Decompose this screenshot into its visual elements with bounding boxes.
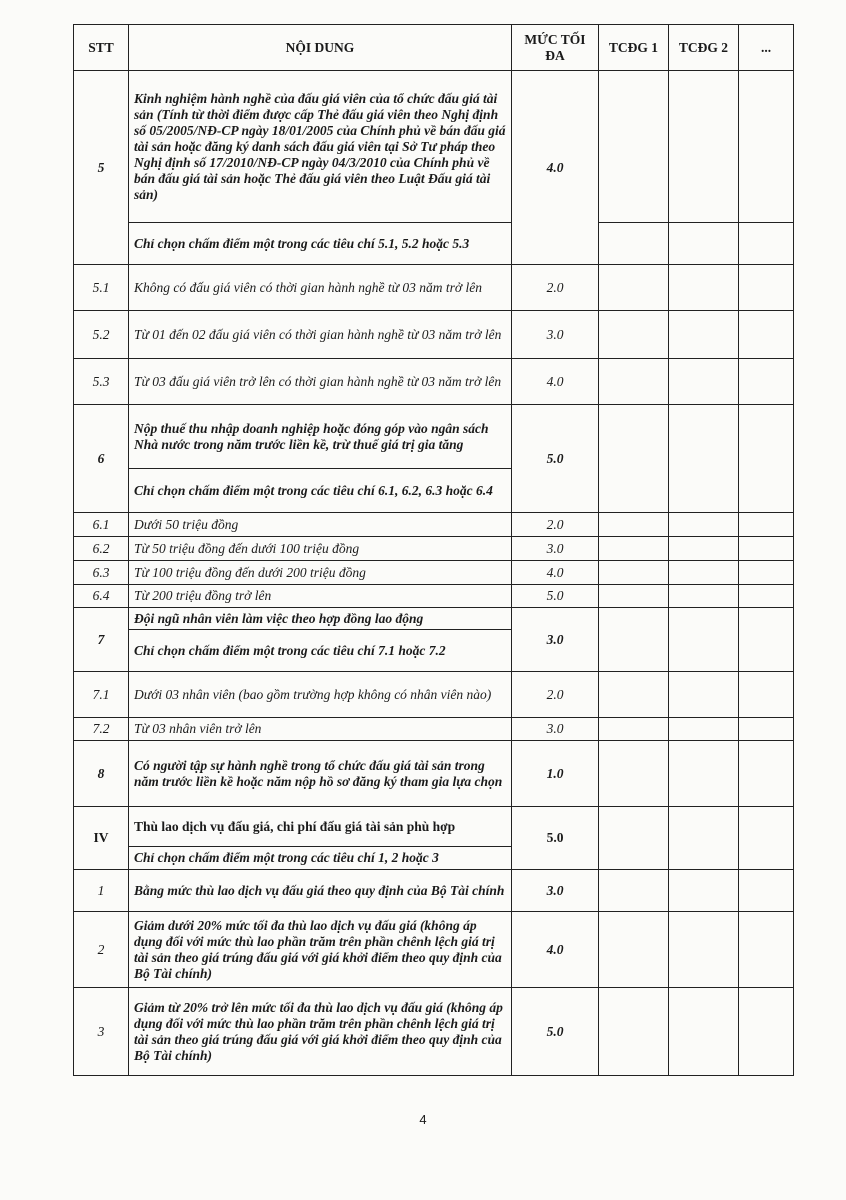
extra-cell[interactable]: [739, 537, 794, 561]
table-row: [74, 513, 794, 537]
row-content: Nộp thuế thu nhập doanh nghiệp hoặc đóng góp vào ngân sách Nhà nước trong năm trước liền kề, trừ thuế giá trị gia tăng: [129, 405, 512, 469]
row-max-score: 3.0: [512, 870, 599, 912]
row-content: Từ 03 đấu giá viên trở lên có thời gian hành nghề từ 03 năm trở lên: [129, 359, 512, 405]
row-max-score: 2.0: [512, 672, 599, 718]
row-stt: 6.2: [74, 537, 129, 561]
tcdg2-cell[interactable]: [669, 311, 739, 359]
extra-cell[interactable]: [739, 265, 794, 311]
tcdg1-cell[interactable]: [599, 359, 669, 405]
extra-cell[interactable]: [739, 741, 794, 807]
tcdg2-cell[interactable]: [669, 988, 739, 1076]
tcdg1-cell[interactable]: [599, 561, 669, 585]
row-max-score: 4.0: [512, 71, 599, 265]
extra-cell[interactable]: [739, 608, 794, 672]
row-content: Bằng mức thù lao dịch vụ đấu giá theo quy định của Bộ Tài chính: [129, 870, 512, 912]
row-content: Dưới 50 triệu đồng: [129, 513, 512, 537]
extra-cell[interactable]: [739, 672, 794, 718]
extra-cell[interactable]: [739, 359, 794, 405]
row-max-score: 4.0: [512, 561, 599, 585]
table-row: [74, 223, 794, 265]
table-row: [74, 311, 794, 359]
tcdg2-cell[interactable]: [669, 718, 739, 741]
row-max-score: 3.0: [512, 718, 599, 741]
table-row: [74, 741, 794, 807]
extra-cell[interactable]: [739, 718, 794, 741]
tcdg1-cell[interactable]: [599, 912, 669, 988]
row-stt: 8: [74, 741, 129, 807]
row-stt: 1: [74, 870, 129, 912]
row-max-score: 5.0: [512, 405, 599, 513]
row-stt: 5.3: [74, 359, 129, 405]
tcdg1-cell[interactable]: [599, 741, 669, 807]
header-tcdg2: TCĐG 2: [669, 25, 739, 71]
tcdg2-cell[interactable]: [669, 71, 739, 223]
tcdg1-cell[interactable]: [599, 672, 669, 718]
table-header: [74, 25, 794, 71]
table-row: [74, 988, 794, 1076]
row-stt: IV: [74, 807, 129, 870]
row-note: Chỉ chọn chấm điểm một trong các tiêu chí 5.1, 5.2 hoặc 5.3: [129, 223, 512, 265]
row-content: Giảm từ 20% trở lên mức tối đa thù lao dịch vụ đấu giá (không áp dụng đối với mức thù lao phần trăm trên phần chênh lệch giá trị tài sản theo giá trúng đấu giá với giá khởi điểm theo quy định của Bộ Tài chính): [129, 988, 512, 1076]
tcdg1-cell[interactable]: [599, 513, 669, 537]
row-content: Đội ngũ nhân viên làm việc theo hợp đồng lao động: [129, 608, 512, 630]
row-content: Giảm dưới 20% mức tối đa thù lao dịch vụ đấu giá (không áp dụng đối với mức thù lao phần trăm trên phần chênh lệch giá trị tài sản theo giá trúng đấu giá với giá khởi điểm theo quy định của Bộ Tài chính): [129, 912, 512, 988]
table-row: [74, 608, 794, 630]
extra-cell[interactable]: [739, 585, 794, 608]
tcdg1-cell[interactable]: [599, 265, 669, 311]
row-content: Thù lao dịch vụ đấu giá, chi phí đấu giá tài sản phù hợp: [129, 807, 512, 847]
row-content: Dưới 03 nhân viên (bao gồm trường hợp không có nhân viên nào): [129, 672, 512, 718]
tcdg1-cell[interactable]: [599, 807, 669, 870]
table-row: [74, 672, 794, 718]
tcdg2-cell[interactable]: [669, 912, 739, 988]
extra-cell[interactable]: [739, 223, 794, 265]
row-max-score: 4.0: [512, 359, 599, 405]
tcdg1-cell[interactable]: [599, 71, 669, 223]
table-row: [74, 718, 794, 741]
page-number: 4: [419, 1112, 427, 1127]
row-max-score: 2.0: [512, 265, 599, 311]
tcdg2-cell[interactable]: [669, 513, 739, 537]
tcdg2-cell[interactable]: [669, 223, 739, 265]
row-max-score: 5.0: [512, 807, 599, 870]
extra-cell[interactable]: [739, 870, 794, 912]
tcdg1-cell[interactable]: [599, 223, 669, 265]
row-max-score: 3.0: [512, 537, 599, 561]
tcdg1-cell[interactable]: [599, 988, 669, 1076]
tcdg1-cell[interactable]: [599, 311, 669, 359]
row-max-score: 2.0: [512, 513, 599, 537]
header-max-score: MỨC TỐI ĐA: [512, 25, 599, 71]
row-content: Có người tập sự hành nghề trong tổ chức đấu giá tài sản trong năm trước liền kề hoặc năm nộp hồ sơ đăng ký tham gia lựa chọn: [129, 741, 512, 807]
table-row: [74, 405, 794, 469]
row-stt: 7: [74, 608, 129, 672]
tcdg2-cell[interactable]: [669, 265, 739, 311]
table-row: [74, 561, 794, 585]
row-stt: 6.3: [74, 561, 129, 585]
table-row: [74, 585, 794, 608]
row-content: Không có đấu giá viên có thời gian hành nghề từ 03 năm trở lên: [129, 265, 512, 311]
row-stt: 6: [74, 405, 129, 513]
row-content: Từ 200 triệu đồng trở lên: [129, 585, 512, 608]
row-stt: 5.2: [74, 311, 129, 359]
table-row: [74, 870, 794, 912]
row-stt: 6.4: [74, 585, 129, 608]
tcdg2-cell[interactable]: [669, 672, 739, 718]
row-max-score: 5.0: [512, 585, 599, 608]
extra-cell[interactable]: [739, 405, 794, 513]
tcdg2-cell[interactable]: [669, 608, 739, 672]
header-stt: STT: [74, 25, 129, 71]
tcdg1-cell[interactable]: [599, 718, 669, 741]
row-stt: 6.1: [74, 513, 129, 537]
row-max-score: 1.0: [512, 741, 599, 807]
row-stt: 7.2: [74, 718, 129, 741]
tcdg2-cell[interactable]: [669, 870, 739, 912]
row-max-score: 3.0: [512, 608, 599, 672]
row-stt: 5: [74, 71, 129, 265]
tcdg2-cell[interactable]: [669, 359, 739, 405]
tcdg2-cell[interactable]: [669, 585, 739, 608]
row-stt: 3: [74, 988, 129, 1076]
row-content: Từ 03 nhân viên trở lên: [129, 718, 512, 741]
row-content: Từ 01 đến 02 đấu giá viên có thời gian hành nghề từ 03 năm trở lên: [129, 311, 512, 359]
table-row: [74, 807, 794, 847]
tcdg2-cell[interactable]: [669, 537, 739, 561]
table-row: [74, 359, 794, 405]
row-content: Từ 50 triệu đồng đến dưới 100 triệu đồng: [129, 537, 512, 561]
row-content: Kinh nghiệm hành nghề của đấu giá viên của tổ chức đấu giá tài sản (Tính từ thời điểm được cấp Thẻ đấu giá viên theo Nghị định số 05/2005/NĐ-CP ngày 18/01/2005 của Chính phủ về bán đấu giá tài sản hoặc đăng ký danh sách đấu giá viên tại Sở Tư pháp theo Nghị định số 17/2010/NĐ-CP ngày 04/3/2010 của Chính phủ về bán đấu giá tài sản hoặc Thẻ đấu giá viên theo Luật Đấu giá tài sản): [129, 71, 512, 223]
tcdg2-cell[interactable]: [669, 807, 739, 870]
row-max-score: 4.0: [512, 912, 599, 988]
header-tcdg1: TCĐG 1: [599, 25, 669, 71]
tcdg1-cell[interactable]: [599, 585, 669, 608]
tcdg1-cell[interactable]: [599, 405, 669, 513]
row-content: Từ 100 triệu đồng đến dưới 200 triệu đồng: [129, 561, 512, 585]
extra-cell[interactable]: [739, 311, 794, 359]
extra-cell[interactable]: [739, 513, 794, 537]
tcdg1-cell[interactable]: [599, 870, 669, 912]
extra-cell[interactable]: [739, 807, 794, 870]
row-stt: 2: [74, 912, 129, 988]
table-row: [74, 265, 794, 311]
tcdg2-cell[interactable]: [669, 741, 739, 807]
criteria-table: [73, 24, 794, 1076]
row-stt: 7.1: [74, 672, 129, 718]
row-max-score: 5.0: [512, 988, 599, 1076]
table-row: [74, 71, 794, 223]
extra-cell[interactable]: [739, 71, 794, 223]
table-row: [74, 912, 794, 988]
tcdg2-cell[interactable]: [669, 561, 739, 585]
extra-cell[interactable]: [739, 988, 794, 1076]
row-max-score: 3.0: [512, 311, 599, 359]
row-note: Chỉ chọn chấm điểm một trong các tiêu chí 7.1 hoặc 7.2: [129, 630, 512, 672]
tcdg1-cell[interactable]: [599, 608, 669, 672]
extra-cell[interactable]: [739, 912, 794, 988]
row-note: Chỉ chọn chấm điểm một trong các tiêu chí 6.1, 6.2, 6.3 hoặc 6.4: [129, 469, 512, 513]
table-row: [74, 537, 794, 561]
header-content: NỘI DUNG: [129, 25, 512, 71]
tcdg2-cell[interactable]: [669, 405, 739, 513]
header-more: ...: [739, 25, 794, 71]
row-note: Chỉ chọn chấm điểm một trong các tiêu chí 1, 2 hoặc 3: [129, 847, 512, 870]
row-stt: 5.1: [74, 265, 129, 311]
extra-cell[interactable]: [739, 561, 794, 585]
tcdg1-cell[interactable]: [599, 537, 669, 561]
